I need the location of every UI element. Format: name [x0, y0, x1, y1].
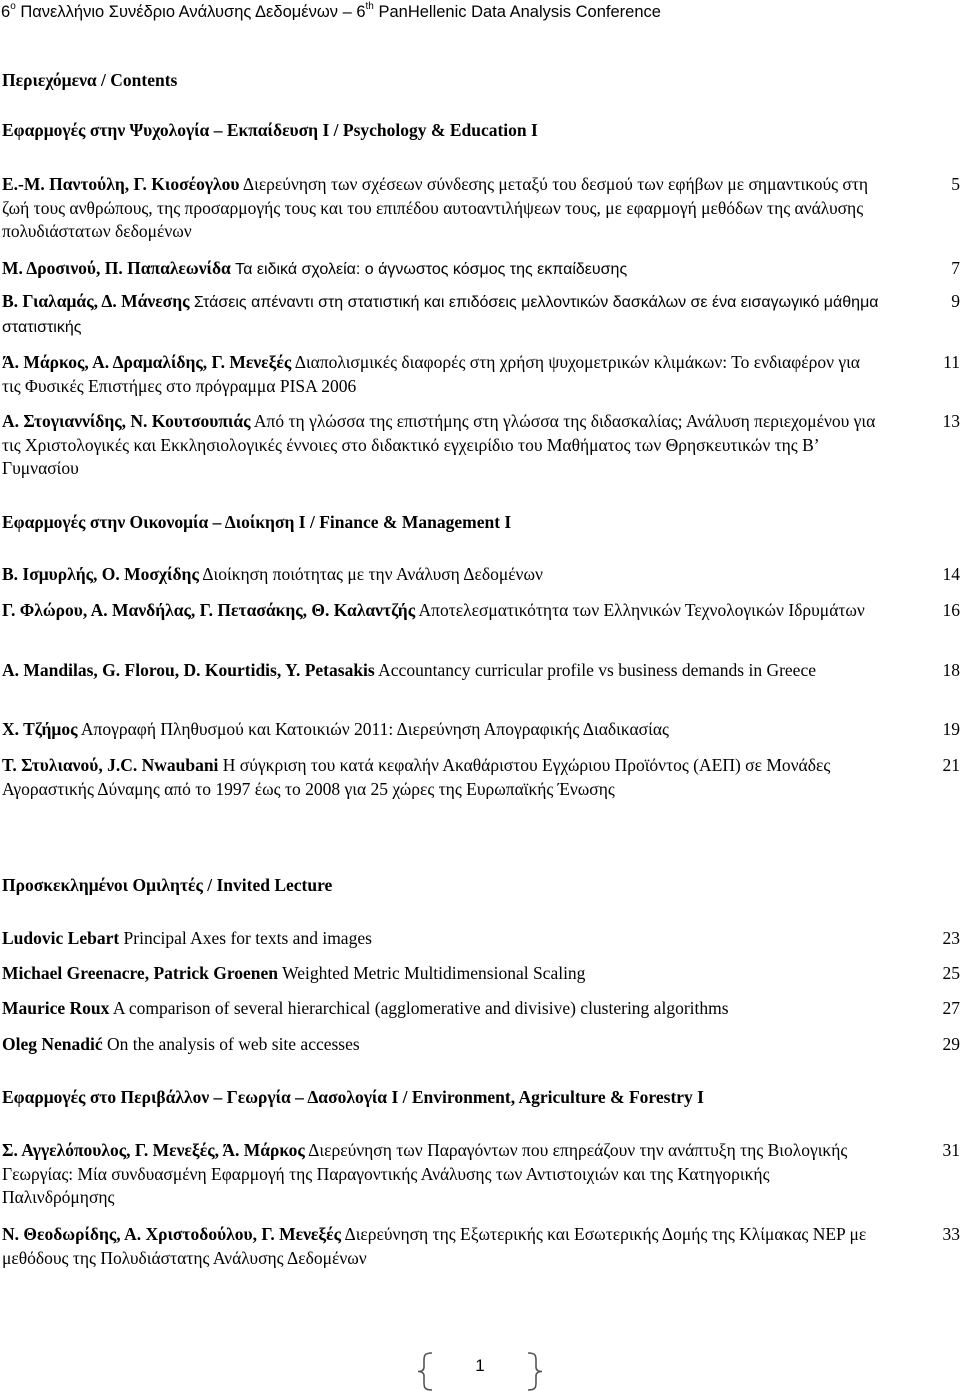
entry-title: Διοίκηση ποιότητας με την Ανάλυση Δεδομένων	[202, 564, 543, 584]
toc-entry[interactable]	[2, 927, 917, 951]
entry-page: 33	[942, 1224, 960, 1244]
entry-authors: Ε.-Μ. Παντούλη, Γ. Κιοσέογλου	[2, 174, 240, 194]
toc-entry[interactable]	[2, 962, 917, 986]
entry-title: A comparison of several hierarchical (agglomerative and divisive) clustering algorithms	[112, 998, 729, 1018]
entry-authors: A. Mandilas, G. Florou, D. Kourtidis, Y. Petasakis	[2, 660, 375, 680]
toc-entry[interactable]	[2, 718, 917, 742]
entry-authors: Χ. Τζήμος	[2, 719, 78, 739]
entry-page: 16	[942, 600, 960, 620]
entry-title: Accountancy curricular profile vs business demands in Greece	[378, 660, 816, 680]
entry-page: 27	[942, 998, 960, 1018]
entry-page: 23	[942, 928, 960, 948]
entry-authors: Β. Ισμυρλής, Ο. Μοσχίδης	[2, 564, 199, 584]
entry-title: Τα ειδικά σχολεία: ο άγνωστος κόσμος της εκπαίδευσης	[235, 261, 628, 278]
entry-title: Από τη γλώσσα της επιστήμης στη γλώσσα της διδασκαλίας; Ανάλυση περιεχομένου για τις Χριστολογικές και Εκκλησιολογικές έννοιες στο διδακτικό εγχειρίδιο του Μαθήματος των Θρησκευτικών της Β’ Γυμνασίου	[2, 411, 876, 478]
entry-authors: Ν. Θεοδωρίδης, Α. Χριστοδούλου, Γ. Μενεξές	[2, 1224, 342, 1244]
toc-entry[interactable]	[2, 351, 882, 398]
entry-authors: Τ. Στυλιανού, J.C. Nwaubani	[2, 755, 219, 775]
entry-authors: Michael Greenacre, Patrick Groenen	[2, 963, 279, 983]
entry-page: 19	[942, 719, 960, 739]
section-title-finance: Εφαρμογές στην Οικονομία – Διοίκηση Ι / Finance & Management I	[2, 512, 512, 532]
entry-authors: Oleg Nenadić	[2, 1034, 103, 1054]
entry-title: Διερεύνηση των Παραγόντων που επηρεάζουν την ανάπτυξη της Βιολογικής Γεωργίας: Μία συνδυασμένη Εφαρμογή της Παραγοντικής Ανάλυσης των Αντιστοιχιών και της Κατηγορικής Παλινδρόμησης	[2, 1140, 848, 1207]
entry-title: Διερεύνηση της Εξωτερικής και Εσωτερικής Δομής της Κλίμακας NEP με μεθόδους της Πολυδιάστατης Ανάλυσης Δεδομένων	[2, 1224, 867, 1268]
entry-authors: Ludovic Lebart	[2, 928, 120, 948]
entry-title: Αποτελεσματικότητα των Ελληνικών Τεχνολογικών Ιδρυμάτων	[418, 600, 865, 620]
entry-authors: Γ. Φλώρου, Α. Μανδήλας, Γ. Πετασάκης, Θ. Καλαντζής	[2, 600, 416, 620]
entry-authors: Μ. Δροσινού, Π. Παπαλεωνίδα	[2, 258, 231, 278]
page-footer	[0, 1352, 960, 1391]
toc-entry[interactable]	[2, 563, 917, 587]
entry-page: 21	[942, 755, 960, 775]
entry-page: 5	[951, 174, 960, 194]
entry-page: 11	[943, 352, 960, 372]
toc-entry[interactable]	[2, 257, 917, 282]
entry-title: Διαπολισμικές διαφορές στη χρήση ψυχομετρικών κλιμάκων: Το ενδιαφέρον για τις Φυσικές Επιστήμες στο πρόγραμμα PISA 2006	[2, 352, 860, 396]
toc-entry[interactable]	[2, 659, 882, 683]
contents-title: Περιεχόμενα / Contents	[2, 70, 178, 90]
entry-page: 29	[942, 1034, 960, 1054]
entry-title: Απογραφή Πληθυσμού και Κατοικιών 2011: Διερεύνηση Απογραφικής Διαδικασίας	[80, 719, 669, 739]
toc-entry[interactable]	[2, 1223, 882, 1270]
toc-entry[interactable]	[2, 1139, 882, 1210]
entry-authors: Β. Γιαλαμάς, Δ. Μάνεσης	[2, 291, 190, 311]
entry-page: 31	[942, 1140, 960, 1160]
entry-title: On the analysis of web site accesses	[107, 1034, 360, 1054]
entry-page: 14	[942, 564, 960, 584]
toc-entry[interactable]	[2, 290, 882, 339]
entry-page: 18	[942, 660, 960, 680]
entry-title: Στάσεις απέναντι στη στατιστική και επιδόσεις μελλοντικών δασκάλων σε ένα εισαγωγικό μάθημα στατιστικής	[2, 294, 879, 336]
entry-title: Weighted Metric Multidimensional Scaling	[282, 963, 586, 983]
entry-title: Principal Axes for texts and images	[123, 928, 372, 948]
toc-entry[interactable]	[2, 754, 882, 801]
right-brace-icon	[520, 1352, 550, 1391]
entry-page: 13	[942, 411, 960, 431]
section-title-psychology: Εφαρμογές στην Ψυχολογία – Εκπαίδευση Ι / Psychology & Education I	[2, 120, 538, 140]
entry-authors: Α. Στογιαννίδης, Ν. Κουτσουπιάς	[2, 411, 251, 431]
entry-authors: Σ. Αγγελόπουλος, Γ. Μενεξές, Ά. Μάρκος	[2, 1140, 305, 1160]
section-title-environment: Εφαρμογές στο Περιβάλλον – Γεωργία – Δασολογία Ι / Environment, Agriculture & Forestry I	[2, 1087, 704, 1107]
toc-entry[interactable]	[2, 173, 882, 244]
toc-entry[interactable]	[2, 1033, 917, 1057]
entry-title: Η σύγκριση του κατά κεφαλήν Ακαθάριστου Εγχώριου Προϊόντος (ΑΕΠ) σε Μονάδες Αγοραστικής Δύναμης από το 1997 έως το 2008 για 25 χώρες της Ευρωπαϊκής Ένωσης	[2, 755, 831, 799]
entry-page: 7	[951, 258, 960, 278]
toc-entry[interactable]	[2, 997, 917, 1021]
entry-title: Διερεύνηση των σχέσεων σύνδεσης μεταξύ του δεσμού των εφήβων με σημαντικούς στη ζωή τους ανθρώπους, της προσαρμογής τους και του επιπέδου αυτοαντιλήψεων τους, με εφαρμογή μεθόδων της ανάλυσης πολυδιάστατων δεδομένων	[2, 174, 869, 241]
entry-authors: Maurice Roux	[2, 998, 110, 1018]
running-header: $6^o$ Πανελλήνιο Συνέδριο Ανάλυσης Δεδομένων – 6th PanHellenic Data Analysis Conference	[1, 0, 661, 21]
entry-page: 25	[942, 963, 960, 983]
entry-authors: Ά. Μάρκος, Α. Δραμαλίδης, Γ. Μενεξές	[2, 352, 292, 372]
entry-page: 9	[951, 291, 960, 311]
section-title-invited: Προσκεκλημένοι Ομιλητές / Invited Lecture	[2, 875, 333, 895]
toc-entry[interactable]	[2, 599, 882, 623]
page-number: 1	[475, 1356, 485, 1375]
toc-entry[interactable]	[2, 410, 882, 481]
